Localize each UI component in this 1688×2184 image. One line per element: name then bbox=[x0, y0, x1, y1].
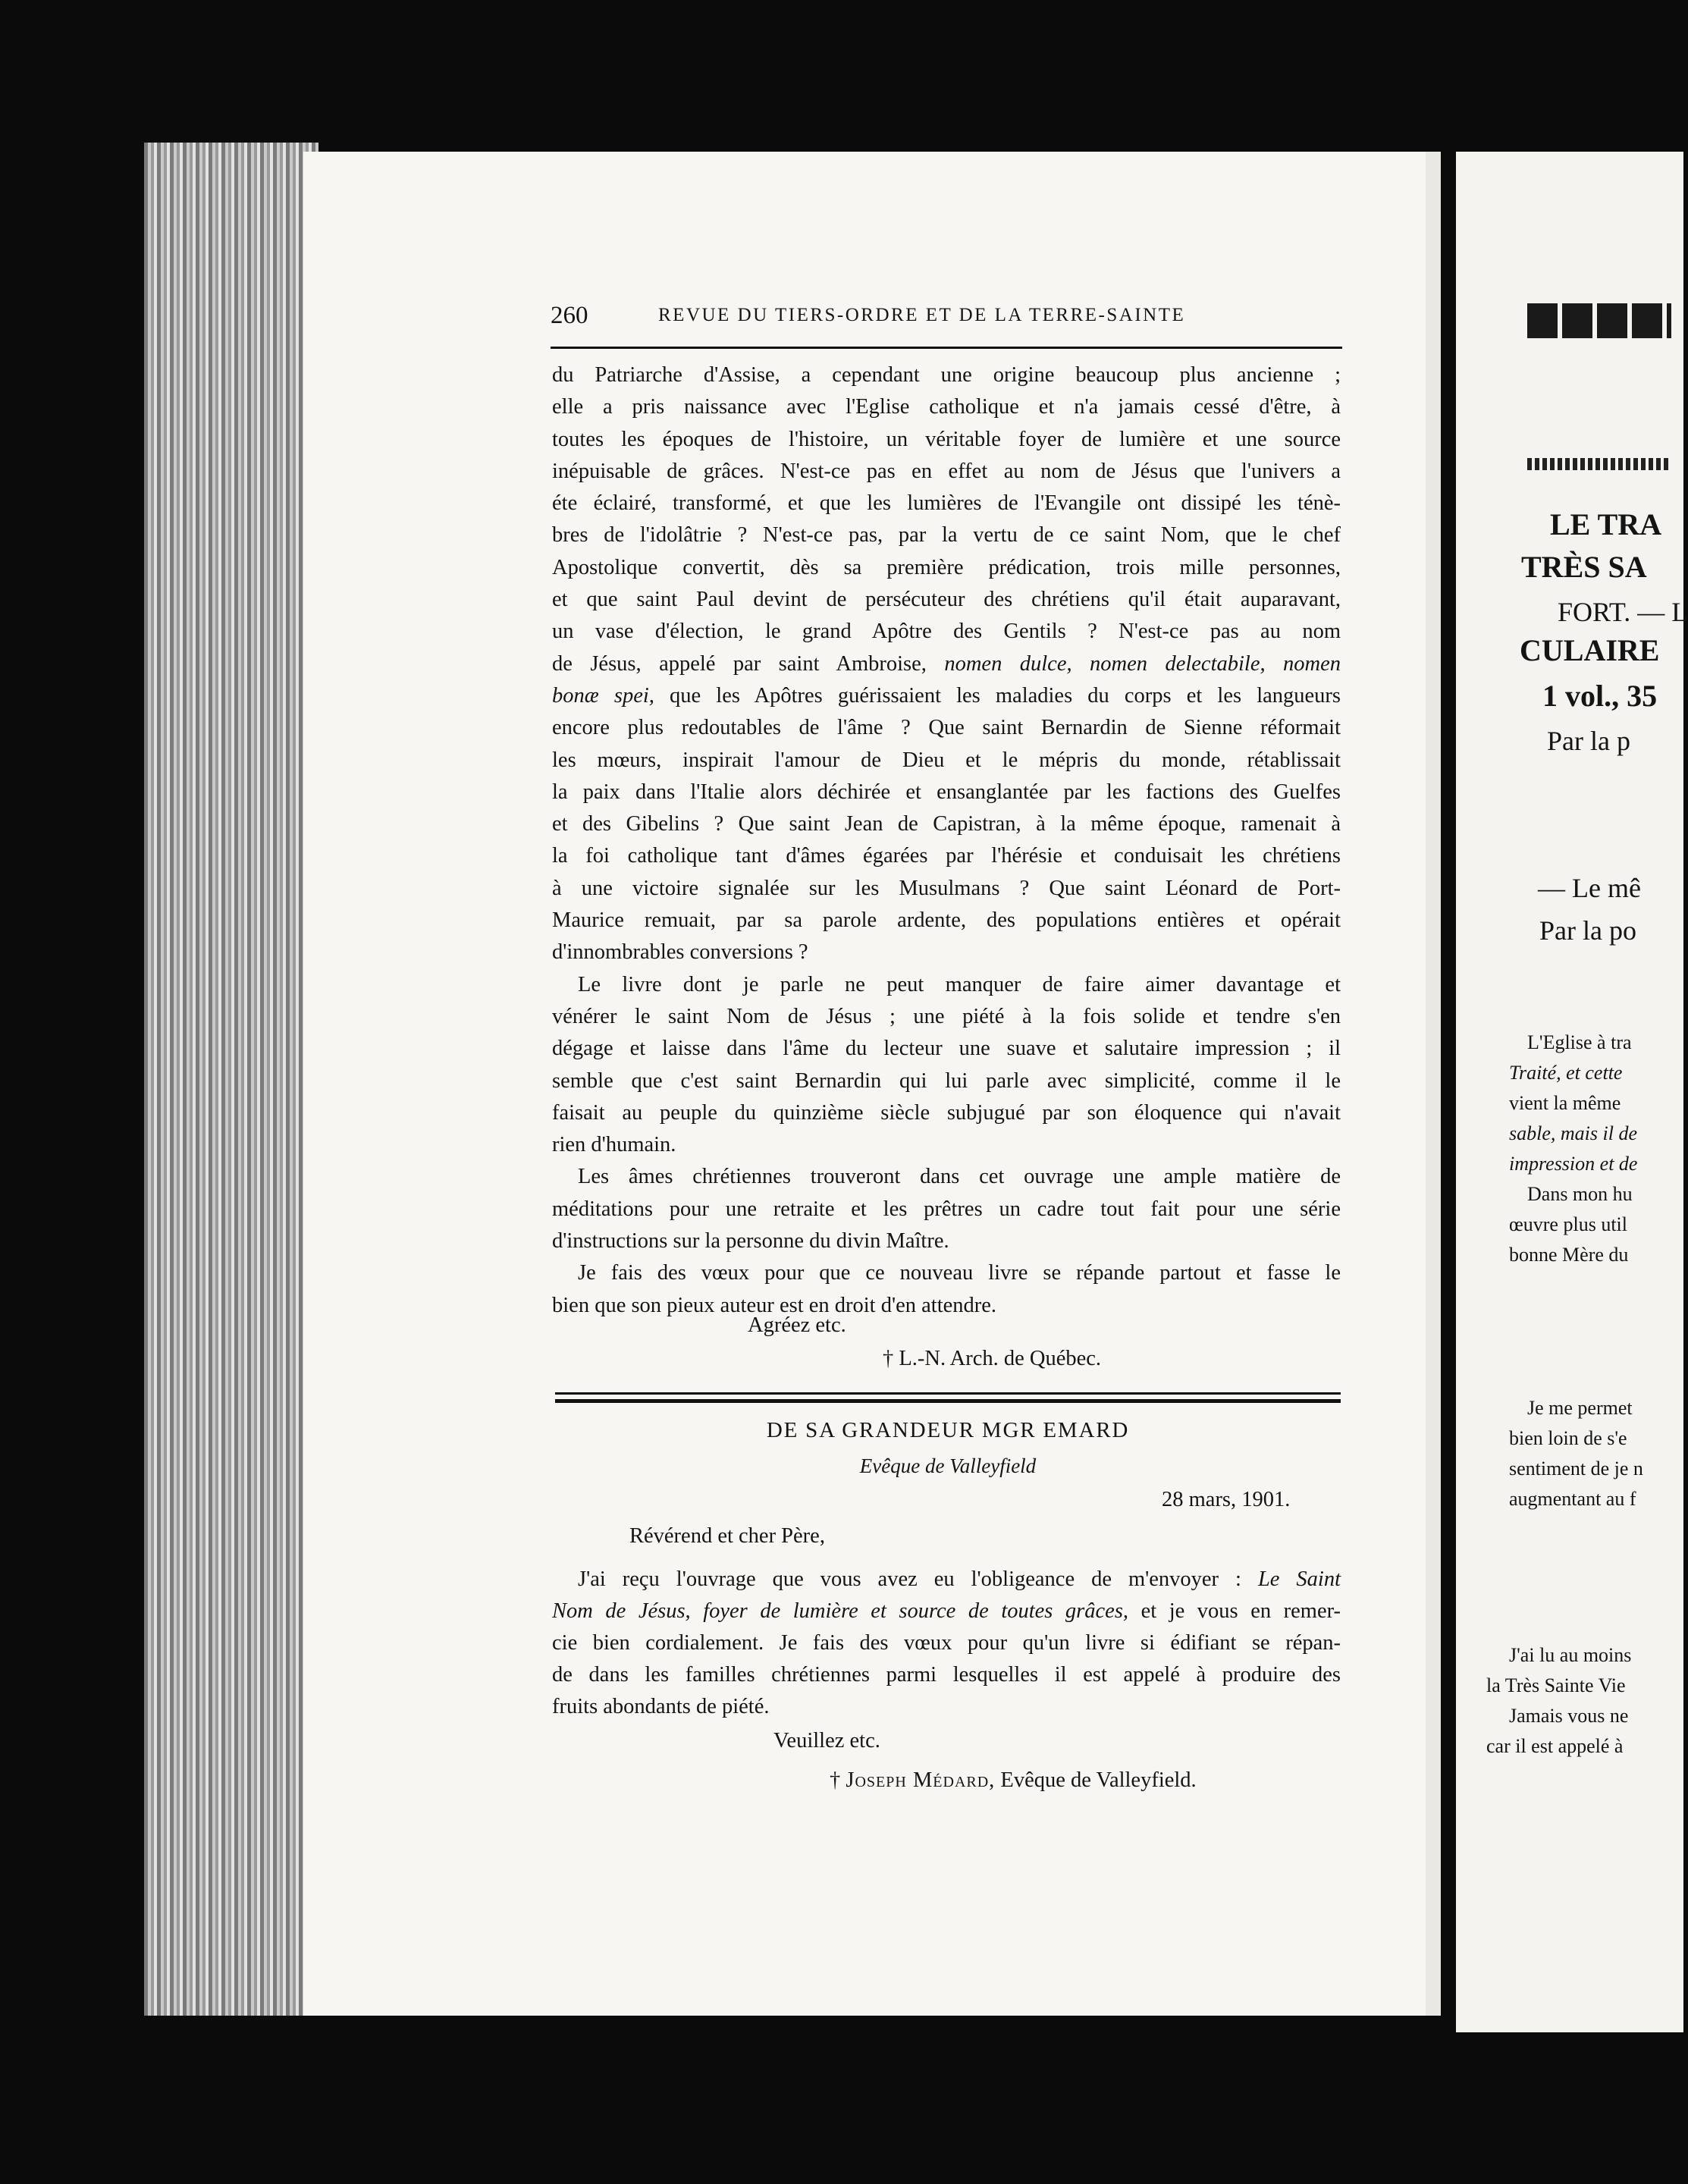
right-text-line: impression et de bbox=[1509, 1153, 1638, 1175]
letter-2-closing: Veuillez etc. bbox=[773, 1729, 880, 1753]
right-text-line: — Le mê bbox=[1538, 873, 1641, 903]
text-line: et des Gibelins ? Que saint Jean de Capistran, à la même époque, ramenait à bbox=[552, 812, 1341, 836]
text-segment: J'ai reçu l'ouvrage que vous avez eu l'obligeance de m'envoyer : bbox=[578, 1567, 1241, 1591]
text-line bbox=[552, 680, 1341, 712]
text-line: Les âmes chrétiennes trouveront dans cet ouvrage une ample matière de bbox=[578, 1165, 1341, 1189]
right-text-line: bien loin de s'e bbox=[1509, 1427, 1627, 1449]
letter-date: 28 mars, 1901. bbox=[1162, 1488, 1291, 1511]
latin-phrase: nomen dulce, nomen delectabile, nomen bbox=[944, 651, 1341, 676]
text-line: Le livre dont je parle ne peut manquer de faire aimer davantage et bbox=[578, 972, 1341, 996]
right-text-line: Traité, et cette bbox=[1509, 1062, 1623, 1084]
right-text-line: TRÈS SA bbox=[1521, 550, 1647, 584]
right-text-line: œuvre plus util bbox=[1509, 1213, 1627, 1235]
right-text-line: Dans mon hu bbox=[1527, 1183, 1633, 1205]
text-line: la foi catholique tant d'âmes égarées par l'hérésie et conduisait les chrétiens bbox=[552, 844, 1341, 868]
text-line: inépuisable de grâces. N'est-ce pas en effet au nom de Jésus que l'univers a bbox=[552, 459, 1341, 483]
text-line: de dans les familles chrétiennes parmi lesquelles il est appelé à produire des bbox=[552, 1663, 1341, 1687]
text-segment: et je vous en remer- bbox=[1140, 1599, 1341, 1623]
text-line: Maurice remuait, par sa parole ardente, des populations entières et opérait bbox=[552, 908, 1341, 933]
signature-title: Evêque de Valleyfield. bbox=[995, 1768, 1197, 1792]
book-title: Le Saint bbox=[1257, 1567, 1341, 1591]
header-rule bbox=[551, 347, 1342, 349]
right-text-line: Par la p bbox=[1547, 726, 1630, 756]
signature-cross: † bbox=[830, 1768, 846, 1792]
text-line: la paix dans l'Italie alors déchirée et ensanglantée par les factions des Guelfes bbox=[552, 780, 1341, 804]
text-line: méditations pour une retraite et les prêtres un cadre tout fait pour une série bbox=[552, 1197, 1341, 1221]
ornament-band bbox=[1527, 303, 1671, 338]
text-line: Je fais des vœux pour que ce nouveau livre se répande partout et fasse le bbox=[578, 1261, 1341, 1285]
right-text-line: augmentant au f bbox=[1509, 1488, 1636, 1510]
right-text-line: vient la même bbox=[1509, 1092, 1621, 1114]
text-line bbox=[552, 648, 1341, 680]
text-line: d'innombrables conversions ? bbox=[552, 940, 808, 965]
text-line: vénérer le saint Nom de Jésus ; une piété à la fois solide et tendre s'en bbox=[552, 1004, 1341, 1028]
signature-name: Joseph Médard, bbox=[846, 1768, 996, 1792]
letter-1-signature: † L.-N. Arch. de Québec. bbox=[883, 1347, 1102, 1370]
text-line: faisait au peuple du quinzième siècle subjugué par son éloquence qui n'avait bbox=[552, 1100, 1341, 1125]
page-number: 260 bbox=[551, 302, 588, 329]
section-title: DE SA GRANDEUR MGR EMARD bbox=[766, 1418, 1130, 1442]
text-line: et que saint Paul devint de persécuteur des chrétiens qu'il était auparavant, bbox=[552, 588, 1341, 612]
book-title: Nom de Jésus, foyer de lumière et source de toutes grâces, bbox=[552, 1599, 1129, 1623]
right-text-line: LE TRA bbox=[1550, 507, 1662, 541]
book-gutter bbox=[1426, 152, 1441, 2016]
text-line: dégage et laisse dans l'âme du lecteur une suave et salutaire impression ; il bbox=[552, 1037, 1341, 1061]
right-text-line: sable, mais il de bbox=[1509, 1122, 1637, 1144]
text-line: du Patriarche d'Assise, a cependant une origine beaucoup plus ancienne ; bbox=[552, 363, 1341, 387]
text-segment: que les Apôtres guérissaient les maladies du corps et les langueurs bbox=[670, 683, 1341, 708]
text-line: d'instructions sur la personne du divin Maître. bbox=[552, 1229, 949, 1254]
text-line: encore plus redoutables de l'âme ? Que saint Bernardin de Sienne réformait bbox=[552, 716, 1341, 740]
text-line: toutes les époques de l'histoire, un véritable foyer de lumière et une source bbox=[552, 427, 1341, 451]
right-text-line: car il est appelé à bbox=[1486, 1735, 1624, 1757]
right-text-line: FORT. — L bbox=[1558, 597, 1688, 627]
text-line: elle a pris naissance avec l'Eglise catholique et n'a jamais cessé d'être, à bbox=[552, 395, 1341, 419]
text-line: les mœurs, inspirait l'amour de Dieu et le mépris du monde, rétablissait bbox=[552, 748, 1341, 772]
text-segment: de Jésus, appelé par saint Ambroise, bbox=[552, 651, 927, 676]
text-line: fruits abondants de piété. bbox=[552, 1695, 770, 1718]
right-text-line: Je me permet bbox=[1527, 1397, 1633, 1419]
text-line: bien que son pieux auteur est en droit d'en attendre. bbox=[552, 1293, 997, 1317]
text-line: bres de l'idolâtrie ? N'est-ce pas, par la vertu de ce saint Nom, que le chef bbox=[552, 523, 1341, 548]
right-text-line: L'Eglise à tra bbox=[1527, 1031, 1632, 1053]
letter-2-signature bbox=[830, 1768, 1197, 1793]
text-line: rien d'humain. bbox=[552, 1133, 676, 1157]
text-line: Apostolique convertit, dès sa première prédication, trois mille personnes, bbox=[552, 555, 1341, 579]
section-subtitle: Evêque de Valleyfield bbox=[859, 1454, 1037, 1477]
right-text-line: CULAIRE bbox=[1520, 633, 1660, 667]
right-text-line: bonne Mère du bbox=[1509, 1244, 1629, 1266]
text-line: cie bien cordialement. Je fais des vœux pour qu'un livre si édifiant se répan- bbox=[552, 1631, 1341, 1655]
running-title: REVUE DU TIERS-ORDRE ET DE LA TERRE-SAINTE bbox=[658, 305, 1186, 325]
right-text-line: Jamais vous ne bbox=[1509, 1705, 1629, 1727]
letter-2-body bbox=[552, 1564, 1341, 1723]
text-line bbox=[552, 1564, 1341, 1596]
page-edges bbox=[144, 143, 318, 2016]
right-text-line: la Très Sainte Vie bbox=[1486, 1674, 1626, 1696]
text-line: à une victoire signalée sur les Musulmans ? Que saint Léonard de Port- bbox=[552, 876, 1341, 900]
text-line: semble que c'est saint Bernardin qui lui parle avec simplicité, comme il le bbox=[552, 1068, 1341, 1093]
text-line: un vase d'élection, le grand Apôtre des Gentils ? N'est-ce pas au nom bbox=[552, 620, 1341, 644]
section-divider bbox=[555, 1392, 1341, 1403]
right-text-line: sentiment de je n bbox=[1509, 1458, 1643, 1480]
letter-1-closing: Agréez etc. bbox=[748, 1313, 846, 1337]
ornament-rule bbox=[1527, 458, 1671, 470]
latin-phrase: bonæ spei, bbox=[552, 683, 654, 708]
text-line bbox=[552, 1596, 1341, 1627]
salutation: Révérend et cher Père, bbox=[629, 1524, 825, 1548]
right-text-line: J'ai lu au moins bbox=[1509, 1644, 1632, 1666]
right-text-line: 1 vol., 35 bbox=[1542, 679, 1658, 713]
text-line: éte éclairé, transformé, et que les lumières de l'Evangile ont dissipé les ténè- bbox=[552, 491, 1341, 516]
right-text-line: Par la po bbox=[1539, 915, 1636, 946]
running-head bbox=[551, 302, 1342, 338]
letter-1-body bbox=[552, 359, 1341, 1322]
